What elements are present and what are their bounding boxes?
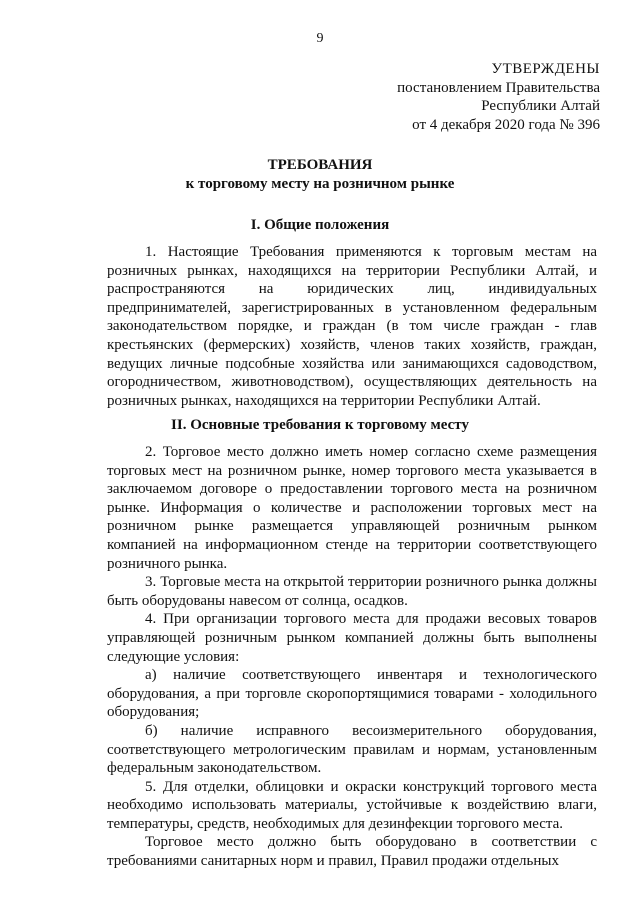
paragraph: Торговое место должно быть оборудовано в соответствии с требованиями санитарных норм и правил, Правил продажи отдельных	[107, 834, 597, 870]
section-1-heading: I. Общие положения	[250, 217, 390, 233]
title-line-2: к торговому месту на розничном рынке	[185, 175, 455, 192]
paragraph: 4. При организации торгового места для продажи весовых товаров управляющей розничным рынком компанией должны быть выполнены следующие условия:	[107, 611, 597, 665]
paragraph: 3. Торговые места на открытой территории розничного рынка должны быть оборудованы навесом от солнца, осадков.	[107, 574, 597, 609]
approval-line-2: Республики Алтай	[481, 98, 600, 114]
approval-stamp-block	[340, 60, 600, 134]
paragraph: 1. Настоящие Требования применяются к торговым местам на розничных рынках, находящихся на территории Республики Алтай, и распространяются на юридических лиц, индивидуальных предпринимателей, зарегистрированных в установленном федеральным законодательством порядке, и граждан (в том числе граждан - глав крестьянских (фермерских) хозяйств, членов таких хозяйств, граждан, ведущих личные подсобные хозяйства или занимающихся садоводством, огородничеством, животноводством), осуществляющих деятельность на розничных рынках, находящихся на территории Республики Алтай.	[107, 244, 597, 409]
document-title	[0, 156, 640, 193]
section-1-body	[107, 243, 597, 410]
approval-line-1: постановлением Правительства	[397, 79, 600, 96]
approval-title: УТВЕРЖДЕНЫ	[491, 61, 600, 77]
paragraph: б) наличие исправного весоизмерительного оборудования, соответствующего метрологическим правилам и нормам, установленным федеральным законодательством.	[107, 722, 597, 777]
paragraph: а) наличие соответствующего инвентаря и технологического оборудования, а при торговле скоропортящимися товарами - холодильного оборудования;	[107, 667, 597, 721]
section-2-heading: II. Основные требования к торговому месту	[171, 417, 469, 433]
title-line-1: ТРЕБОВАНИЯ	[267, 157, 373, 173]
section-2-body	[107, 443, 597, 871]
approval-line-3: от 4 декабря 2020 года № 396	[412, 116, 600, 133]
paragraph: 2. Торговое место должно иметь номер согласно схеме размещения торговых мест на розничном рынке, номер торгового места указывается в заключаемом договоре о предоставлении торгового места на розничном рынке. Информация о количестве и расположении торговых мест на розничном рынке размещается управляющей розничным рынком компанией на информационном стенде на территории соответствующего розничного рынка.	[107, 444, 597, 572]
page-number: 9	[316, 31, 324, 46]
paragraph: 5. Для отделки, облицовки и окраски конструкций торгового места необходимо использовать материалы, устойчивые к воздействию влаги, температуры, средств, необходимых для дезинфекции торгового места.	[107, 778, 597, 832]
